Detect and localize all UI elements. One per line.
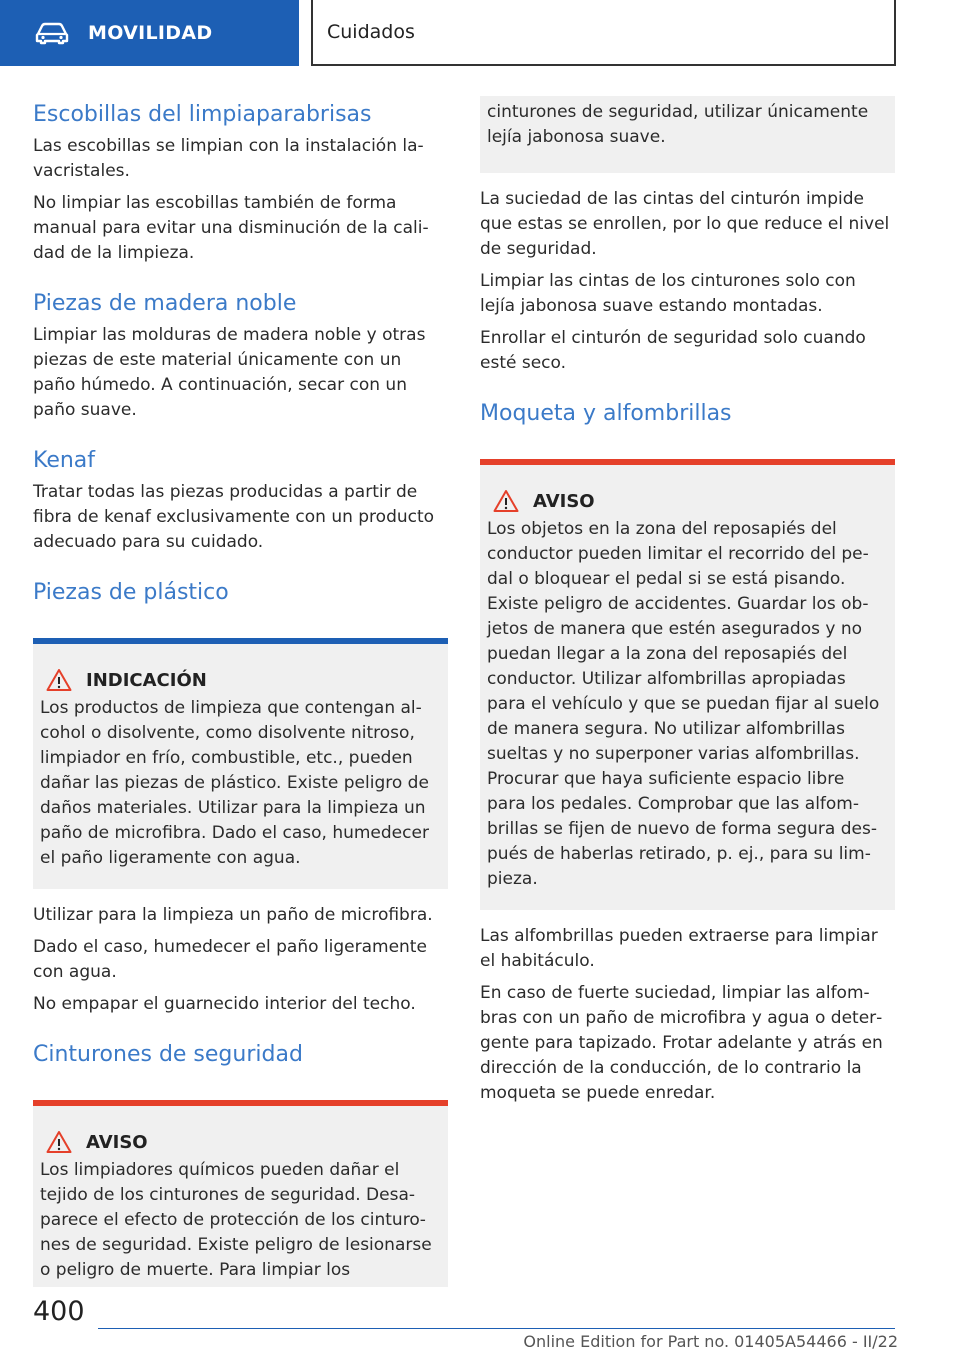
page-header [0,0,960,66]
note-text: Los productos de limpieza que contengan alcohol o disolvente, como disolvente nitroso, limpiador en frío, combustible, etc., pueden dañar las piezas de plástico. Existe peligro de daños materiales. Utilizar para la limpieza un paño de microfibra. Dado el caso, humedecer el paño ligeramente con agua. [40,698,429,868]
paragraph: Enrollar el cinturón de seguridad solo cuando esté seco. [480,328,866,373]
right-column [480,100,895,1113]
heading-escobillas: Escobillas del limpiaparabrisas [33,102,372,127]
warning-text-continued: cinturones de seguridad, utilizar únicamente lejía jabonosa suave. [487,102,869,147]
heading-plastico: Piezas de plástico [33,580,229,605]
paragraph: Utilizar para la limpieza un paño de microfibra. [33,905,433,925]
page-number: 400 [33,1296,85,1327]
warning-triangle-icon [46,1130,72,1154]
paragraph: No limpiar las escobillas también de forma manual para evitar una disminución de la calidad de la limpieza. [33,193,429,263]
note-box [33,638,448,889]
chapter-label: Cuidados [327,21,415,43]
paragraph: Dado el caso, humedecer el paño ligeramente con agua. [33,937,427,982]
heading-moqueta: Moqueta y alfombrillas [480,401,732,426]
paragraph: La suciedad de las cintas del cinturón impide que estas se enrollen, por lo que reduce el nivel de seguridad. [480,189,890,259]
heading-kenaf: Kenaf [33,448,96,473]
warning-box [480,459,895,910]
warning-title: AVISO [86,1131,148,1153]
warning-triangle-icon [493,489,519,513]
paragraph: Tratar todas las piezas producidas a partir de fibra de kenaf exclusivamente con un producto adecuado para su cuidado. [33,482,435,552]
warning-box-continued [480,96,895,173]
footer-edition: Online Edition for Part no. 01405A54466 - II/22 [523,1332,898,1351]
note-title: INDICACIÓN [86,669,207,691]
car-icon [34,21,70,45]
warning-text: Los objetos en la zona del reposapiés del conductor pueden limitar el recorrido del pedal o bloquear el pedal si se está pisando. Existe peligro de accidentes. Guardar los objetos de manera que estén asegurados y no puedan llegar a la zona del reposapiés del conductor. Utilizar alfombrillas apropiadas para el vehículo y que se puedan fijar al suelo de manera segura. No utilizar alfombrillas sueltas y no superponer varias alfombrillas. Procurar que haya suficiente espacio libre para los pedales. Comprobar que las alfombrillas se fijen de nuevo de forma segura después de haberlas retirado, p. ej., para su limpieza. [487,519,880,889]
warning-text: Los limpiadores químicos pueden dañar el tejido de los cinturones de seguridad. Desaparece el efecto de protección de los cinturones de seguridad. Existe peligro de lesionarse o peligro de muerte. Para limpiar los [40,1160,432,1280]
paragraph: Las escobillas se limpian con la instalación lavacristales. [33,136,424,181]
warning-title: AVISO [533,490,595,512]
section-tab-movilidad[interactable] [0,0,299,66]
paragraph: Las alfombrillas pueden extraerse para limpiar el habitáculo. [480,926,878,971]
paragraph: En caso de fuerte suciedad, limpiar las alfombras con un paño de microfibra y agua o detergente para tapizado. Frotar adelante y atrás en dirección de la conducción, de lo contrario la moqueta se puede enredar. [480,983,883,1103]
footer-divider [98,1328,895,1329]
paragraph: Limpiar las molduras de madera noble y otras piezas de este material únicamente con un paño húmedo. A continuación, secar con un paño suave. [33,325,426,420]
left-column [33,100,448,1287]
section-label: MOVILIDAD [88,22,213,44]
chapter-tab[interactable] [311,0,896,66]
heading-cinturones: Cinturones de seguridad [33,1042,303,1067]
heading-madera: Piezas de madera noble [33,291,297,316]
warning-triangle-icon [46,668,72,692]
paragraph: No empapar el guarnecido interior del techo. [33,994,416,1014]
warning-box [33,1100,448,1287]
paragraph: Limpiar las cintas de los cinturones solo con lejía jabonosa suave estando montadas. [480,271,856,316]
